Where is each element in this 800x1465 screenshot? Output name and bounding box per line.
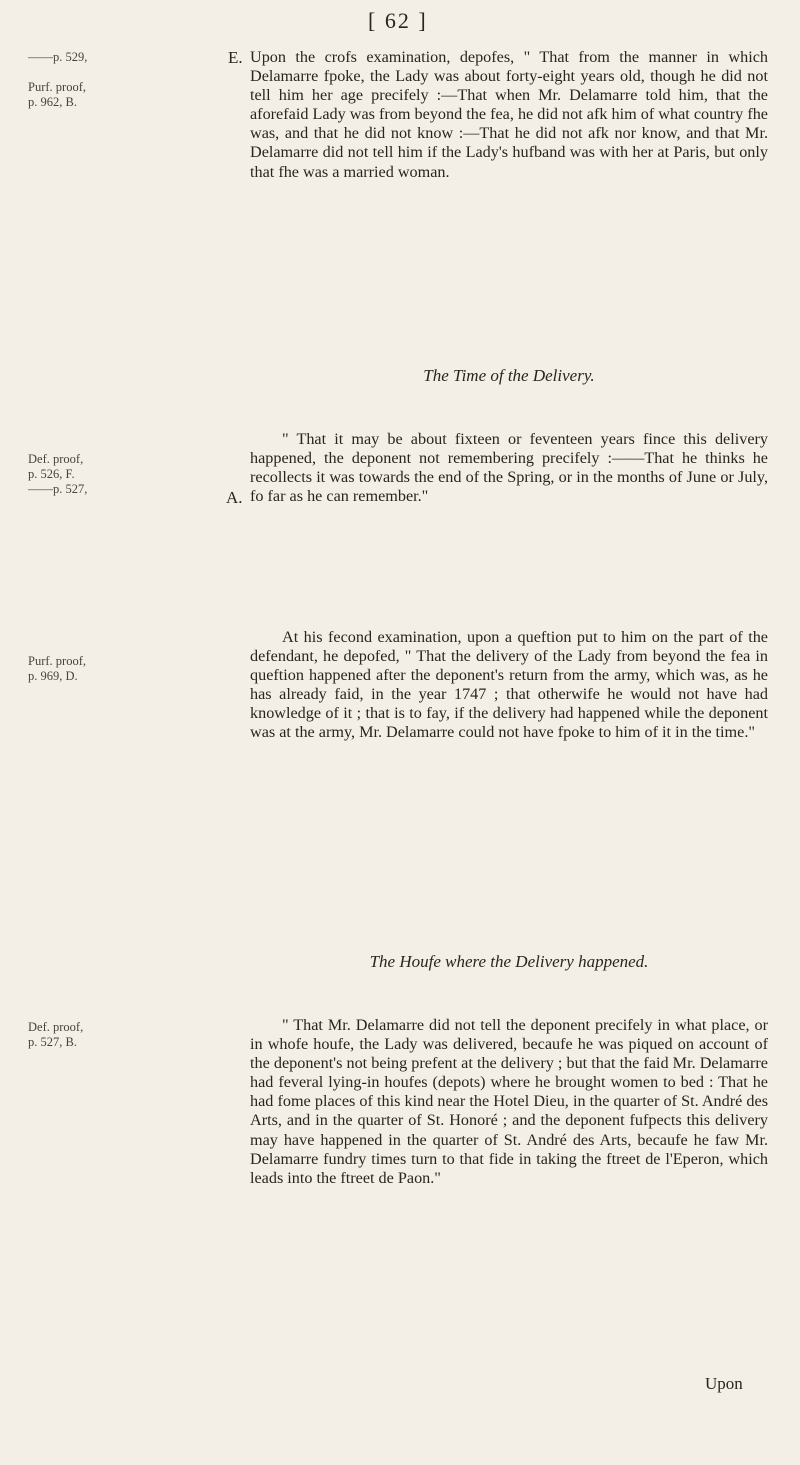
paragraph-second-examination: At his fecond examination, upon a queftion put to him on the part of the defendant, he depofed, " That the delivery of the Lady from beyond the fea in queftion happened after the deponent's return from the army, which was, as he has already faid, in the year 1747 ; that otherwife he would not have had knowledge of it ; that is to fay, if the delivery had happened while the deponent was at the army, Mr. Delamarre could not have fpoke to him of it in the time." xyxy=(250,628,768,742)
page-number: [ 62 ] xyxy=(368,8,428,33)
marker-letter-e: E. xyxy=(228,48,243,67)
margin-note-1: ——p. 529, xyxy=(28,50,88,64)
marker-letter-a: A. xyxy=(226,488,243,507)
paragraph-time: " That it may be about fixteen or feventeen years fince this delivery happened, the deponent not remembering precifely :——That he thinks he recollects it was towards the end of the Spring, or in the months of June or July, fo far as he can remember." xyxy=(250,430,768,506)
heading-house-of-delivery: The Houfe where the Delivery happened. xyxy=(369,952,649,971)
catchword: Upon xyxy=(705,1374,743,1393)
margin-note-3: Def. proof, p. 526, F. ——p. 527, xyxy=(28,452,88,496)
paragraph-cross-examination: Upon the crofs examination, depofes, " That from the manner in which Delamarre fpoke, the Lady was about forty-eight years old, though he did not tell him her age precifely :—That when Mr. Delamarre told him, that the aforefaid Lady was from beyond the fea, he did not afk him of what country fhe was, and that he did not know :—That he did not afk nor know, and that Mr. Delamarre did not tell him if the Lady's hufband was with her at Paris, but only that fhe was a married woman. xyxy=(250,48,768,181)
paragraph-house: " That Mr. Delamarre did not tell the deponent precifely in what place, or in whofe houfe, the Lady was delivered, becaufe he was piqued on account of the deponent's not being prefent at the delivery ; but that the faid Mr. Delamarre had feveral lying-in houfes (depots) where he brought women to bed : That he had fome places of this kind near the Hotel Dieu, in the quarter of St. André des Arts, and in the quarter of St. Honoré ; and the deponent fufpects this delivery may have happened in the quarter of St. André des Arts, becaufe he faw Mr. Delamarre fundry times turn to that fide in taking the ftreet de l'Eperon, which leads into the ftreet de Paon." xyxy=(250,1016,768,1187)
margin-note-4: Purf. proof, p. 969, D. xyxy=(28,654,86,683)
margin-note-5: Def. proof, p. 527, B. xyxy=(28,1020,84,1049)
margin-note-2: Purf. proof, p. 962, B. xyxy=(28,80,86,109)
heading-time-of-delivery: The Time of the Delivery. xyxy=(423,366,595,385)
